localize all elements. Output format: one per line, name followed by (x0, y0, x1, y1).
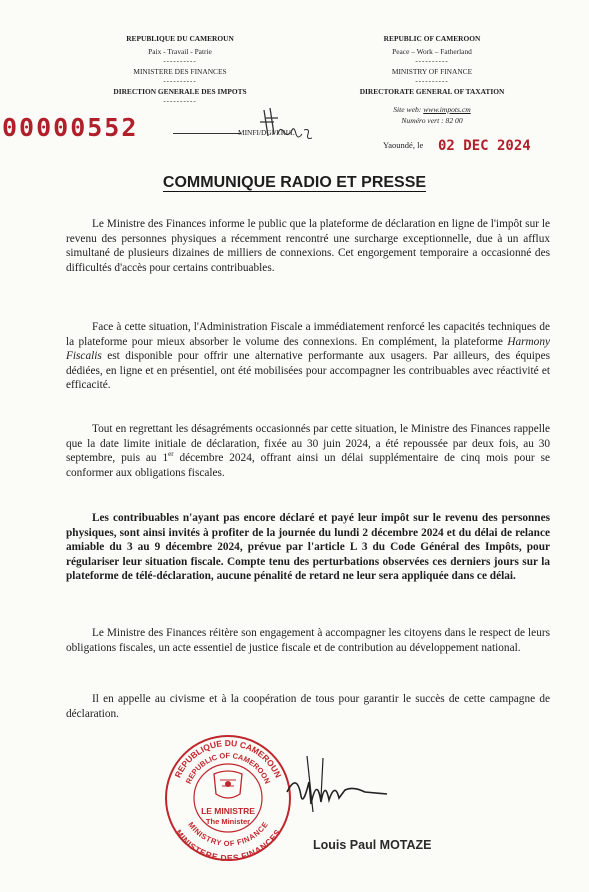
separator: ---------- (163, 77, 197, 85)
date-stamp: 02 DEC 2024 (438, 138, 531, 154)
motto-fr: Paix - Travail - Patrie (148, 47, 212, 56)
directorate-en: DIRECTORATE GENERAL OF TAXATION (359, 87, 505, 96)
paragraph-highlight (66, 511, 550, 584)
paragraph-text: est disponible pour offrir une alternative performante aux usagers. Par ailleurs, des équipes dédiées, en ligne et en présentiel, ont été mobilisées pour accompagner les contribuables avec réactivité et efficacité. (66, 350, 550, 392)
reference-underline (173, 133, 241, 134)
place-label: Yaoundé, le (383, 140, 424, 150)
separator: ---------- (163, 57, 197, 65)
paragraph-text: Face à cette situation, l'Administration Fiscale a immédiatement renforcé les capacités techniques de la plateforme pour mieux absorber le volume des connexions. En complément, la plateforme (66, 321, 550, 348)
signature-icon (283, 752, 403, 822)
ministry-en: MINISTRY OF FINANCE (391, 67, 473, 76)
official-seal-icon (162, 732, 294, 864)
paragraph (66, 626, 550, 655)
paragraph-text: Il en appelle au civisme et à la coopération de tous pour garantir le succès de cette campagne de déclaration. (66, 693, 550, 720)
separator: ---------- (415, 57, 449, 65)
paragraph-text: Le Ministre des Finances informe le public que la plateforme de déclaration en ligne de l'impôt sur le revenu des personnes physiques a récemment rencontré une surcharge exceptionnelle, due à un afflux simultané de plusieurs dizaines de milliers de connexions. Cet engorgement temporaire a occasionné des difficultés d'accès pour certains contribuables. (66, 218, 550, 274)
seal-ring-text: REPUBLIC OF CAMEROON (183, 750, 273, 786)
seal-ring-text: MINISTRY OF FINANCE (186, 820, 270, 849)
seal-ring-text: REPUBLIQUE DU CAMEROUN (172, 737, 284, 780)
paragraph-text: Les contribuables n'ayant pas encore déclaré et payé leur impôt sur le revenu des personnes physiques, sont ainsi invités à profiter de la journée du lundi 2 décembre 2024 et du délai de relance amiable du 3 au 9 décembre 2024, prévue par l'article L 3 du Code Général des Impôts, pour régulariser leur situation fiscale. Compte tenu des perturbations observées ces derniers jours sur la plateforme de télé-déclaration, aucune pénalité de retard ne leur sera appliquée dans ce délai. (66, 512, 550, 583)
paragraph (66, 692, 550, 721)
handwritten-reference-icon (258, 100, 320, 148)
site-label: Site web: (393, 105, 424, 114)
ministry-fr: MINISTERE DES FINANCES (133, 67, 227, 76)
paragraph-text: Le Ministre des Finances réitère son engagement à accompagner les citoyens dans le respect de leurs obligations fiscales, un acte essentiel de justice fiscale et de contribution au développement national. (66, 627, 550, 654)
seal-center-text: LE MINISTRE (201, 806, 255, 816)
signer-name: Louis Paul MOTAZE (313, 838, 432, 852)
header-french (95, 32, 265, 105)
reference-code: MINFI/DGI/LRI/L (238, 128, 295, 137)
paragraph-text: Tout en regrettant les désagréments occasionnés par cette situation, le Ministre des Finances rappelle que la date limite initiale de déclaration, fixée au 30 juin 2024, a été repoussée par deux fois, au 30 septembre, puis au 1 (66, 423, 550, 465)
coat-of-arms-icon (214, 771, 242, 798)
seal-center-text: The Minister (205, 817, 251, 826)
ordinal-suffix: er (168, 450, 174, 459)
paragraph (66, 217, 550, 275)
header-english (347, 32, 517, 98)
paragraph (66, 422, 550, 480)
motto-en: Peace – Work – Fatherland (392, 47, 472, 56)
country-en: REPUBLIC OF CAMEROON (383, 34, 481, 43)
seal-ring-text: MINISTERE DES FINANCES (173, 827, 283, 864)
reference-number: 00000552 (2, 113, 139, 142)
country-fr: REPUBLIQUE DU CAMEROUN (126, 34, 234, 43)
site-link[interactable]: www.impots.cm (423, 105, 471, 114)
separator: ---------- (415, 77, 449, 85)
paragraph-text: décembre 2024, offrant ainsi un délai supplémentaire de cinq mois pour se conformer aux obligations fiscales. (66, 452, 550, 479)
directorate-fr: DIRECTION GENERALE DES IMPOTS (113, 87, 247, 96)
paragraph (66, 320, 550, 393)
page-title (0, 174, 589, 192)
contact-info (352, 104, 512, 126)
platform-name: Harmony Fiscalis (66, 335, 550, 363)
separator: ---------- (163, 97, 197, 105)
title-text: COMMUNIQUE RADIO ET PRESSE (162, 174, 427, 191)
toll-free-number: Numéro vert : 82 00 (401, 116, 463, 125)
